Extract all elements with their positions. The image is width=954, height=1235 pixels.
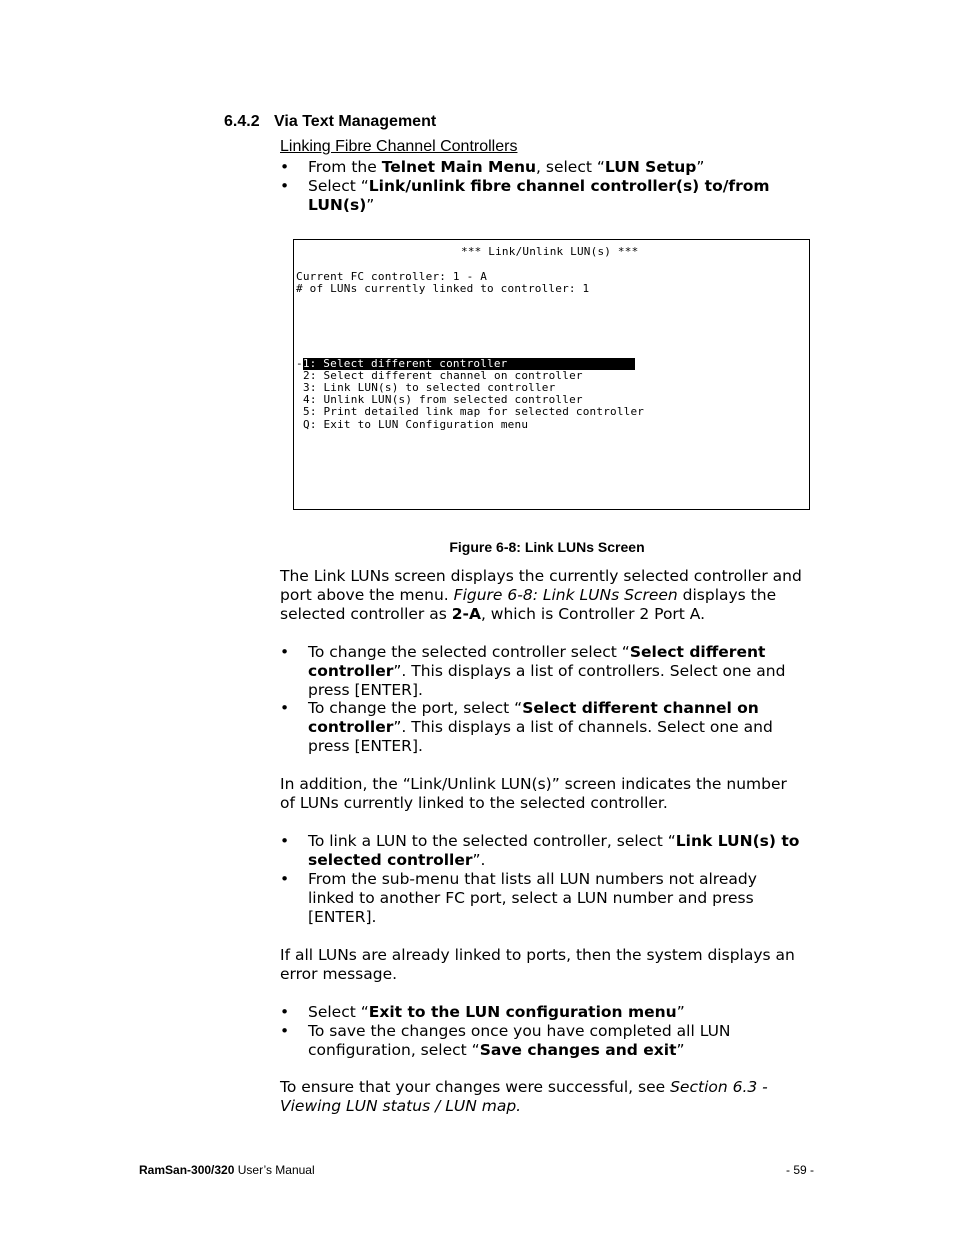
terminal-screenshot [293, 239, 810, 510]
bullet-icon: • [280, 832, 290, 850]
footer-product: RamSan-300/320 [139, 1163, 235, 1177]
bullet-icon: • [280, 1022, 290, 1040]
figure-reference: Figure 6-8: Link LUNs Screen [453, 586, 678, 604]
figure-caption: Figure 6-8: Link LUNs Screen [449, 539, 645, 555]
paragraph: To ensure that your changes were successful, see Section 6.3 - Viewing LUN status / LUN map. [280, 1078, 768, 1115]
terminal-menu-item: 2: Select different channel on controller [303, 369, 583, 382]
page-number: - 59 - [785, 1163, 814, 1177]
terminal-status-lun-count: # of LUNs currently linked to controller: 1 [296, 282, 590, 295]
paragraph: In addition, the “Link/Unlink LUN(s)” screen indicates the number of LUNs currently linked to the selected controller. [280, 775, 787, 812]
terminal-menu-item-selected: -1: Select different controller [296, 358, 635, 370]
bullet-icon: • [280, 699, 290, 717]
list-item: • To change the port, select “Select different channel on controller”. This displays a list of channels. Select one and press [ENTER]. [280, 699, 773, 755]
list-item: • To save the changes once you have completed all LUN configuration, select “Save changes and exit” [280, 1022, 731, 1059]
terminal-menu-item: 5: Print detailed link map for selected controller [303, 405, 645, 418]
list-item: • Select “Link/unlink fibre channel controller(s) to/from LUN(s)” [280, 177, 770, 214]
terminal-menu-item: 4: Unlink LUN(s) from selected controller [303, 393, 583, 406]
terminal-status-controller: Current FC controller: 1 - A [296, 270, 488, 283]
section-number: 6.4.2 [224, 113, 260, 130]
paragraph: The Link LUNs screen displays the currently selected controller and port above the menu. Figure 6-8: Link LUNs Screen displays the selected controller as 2-A, which is Controller 2 Port A. [280, 567, 802, 623]
terminal-menu-item: Q: Exit to LUN Configuration menu [303, 418, 529, 431]
paragraph: If all LUNs are already linked to ports, then the system displays an error message. [280, 946, 795, 983]
list-item: • From the sub-menu that lists all LUN numbers not already linked to another FC port, select a LUN number and press [ENTER]. [280, 870, 757, 926]
subheading: Linking Fibre Channel Controllers [280, 138, 518, 155]
footer-manual: User’s Manual [234, 1163, 315, 1177]
terminal-title: *** Link/Unlink LUN(s) *** [461, 245, 639, 258]
terminal-menu-item: 3: Link LUN(s) to selected controller [303, 381, 556, 394]
terminal-cursor: - [296, 357, 303, 370]
bullet-icon: • [280, 643, 290, 661]
section-reference: Section 6.3 - [670, 1078, 768, 1096]
list-item: • From the Telnet Main Menu, select “LUN Setup” [280, 158, 705, 176]
list-item: • To change the selected controller select “Select different controller”. This displays a list of controllers. Select one and press [ENTER]. [280, 643, 786, 699]
bullet-icon: • [280, 870, 290, 888]
list-item: • To link a LUN to the selected controller, select “Link LUN(s) to selected controller”. [280, 832, 800, 869]
bullet-icon: • [280, 158, 290, 176]
list-item: • Select “Exit to the LUN configuration menu” [280, 1003, 685, 1021]
section-heading [224, 113, 436, 131]
bullet-icon: • [280, 1003, 290, 1021]
bullet-icon: • [280, 177, 290, 195]
footer-title [139, 1163, 315, 1177]
section-title: Via Text Management [274, 113, 437, 130]
